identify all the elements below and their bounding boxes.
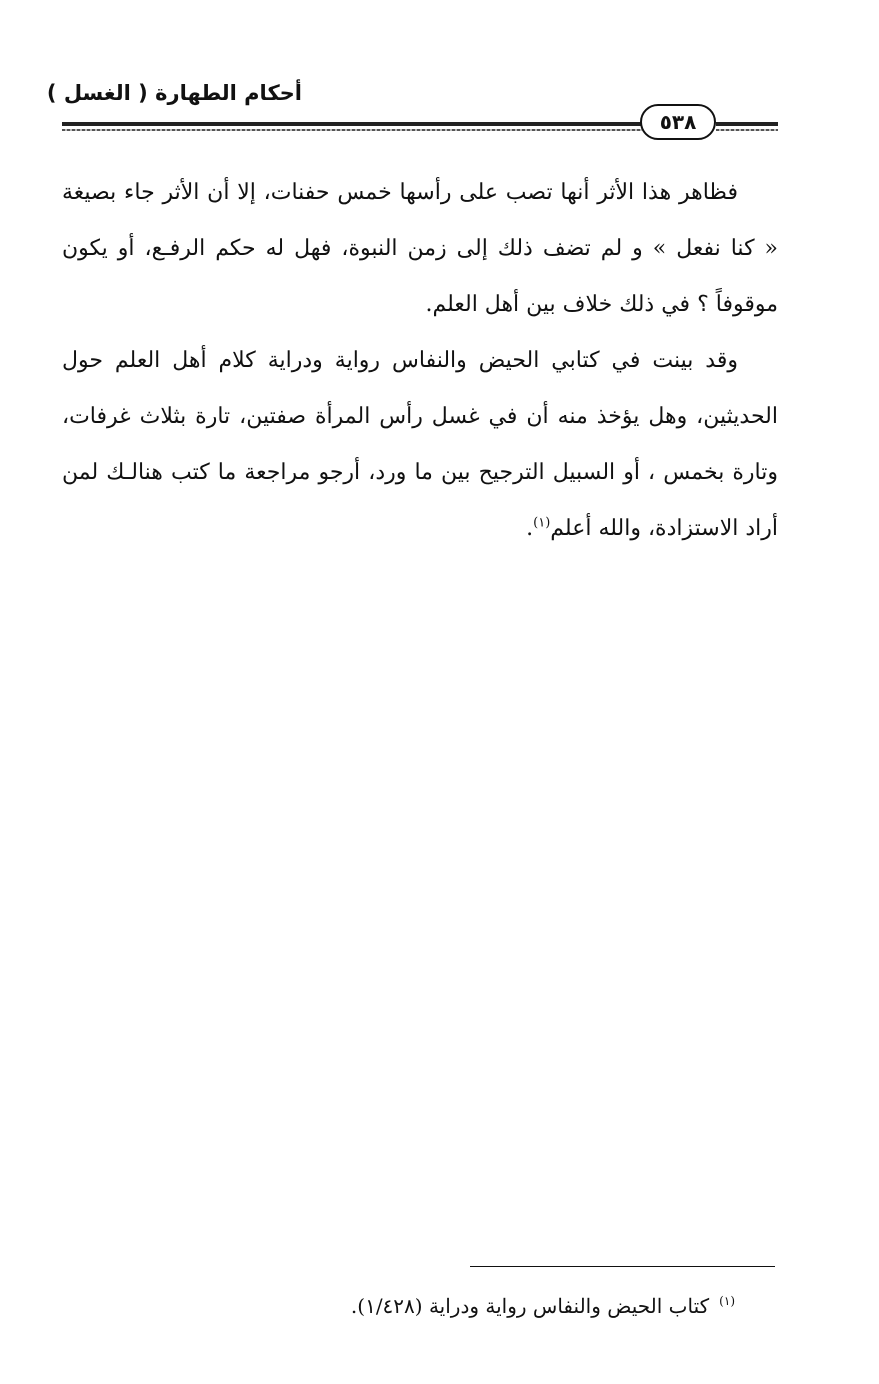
footnote-1-text: كتاب الحيض والنفاس رواية ودراية (١/٤٢٨).: [350, 1294, 710, 1318]
paragraph-2-end: .: [526, 516, 534, 541]
paragraph-1-text: فظاهر هذا الأثر أنها تصب على رأسها خمس حفنات، إلا أن الأثر جاء بصيغة « كنا نفعل » و لم تضف ذلك إلى زمن النبوة، فهل له حكم الرفـع، أو يكون موقوفاً ؟ في ذلك خلاف بين أهل العلم.: [62, 180, 778, 317]
paragraph-2-text: وقد بينت في كتابي الحيض والنفاس رواية ودراية كلام أهل العلم حول الحديثين، وهل يؤخذ منه أن في غسل رأس المرأة صفتين، تارة بثلاث غرفات، وتارة بخمس ، أو السبيل الترجيح بين ما ورد، أرجو مراجعة ما كتب هنالـك لمن أراد الاستزادة، والله أعلم: [62, 348, 778, 541]
header-rule-thin-line: [62, 129, 642, 131]
header-rule-right-thin-line: [716, 129, 778, 131]
footnote-reference[interactable]: (١): [533, 515, 551, 531]
page-number: ٥٣٨: [659, 110, 697, 134]
footnote-separator: [470, 1266, 775, 1267]
header-rule-thick-line: [62, 122, 642, 126]
header-rule-right-thick-line: [716, 122, 778, 126]
footnote-1: [150, 1288, 735, 1324]
main-text: [62, 165, 778, 557]
footnote-1-marker: (١): [719, 1294, 735, 1309]
paragraph-2: [62, 333, 778, 557]
running-header-title: أحكام الطهارة ( الغسل ): [46, 81, 302, 105]
page-number-badge: [640, 104, 716, 140]
paragraph-1: [62, 165, 778, 333]
